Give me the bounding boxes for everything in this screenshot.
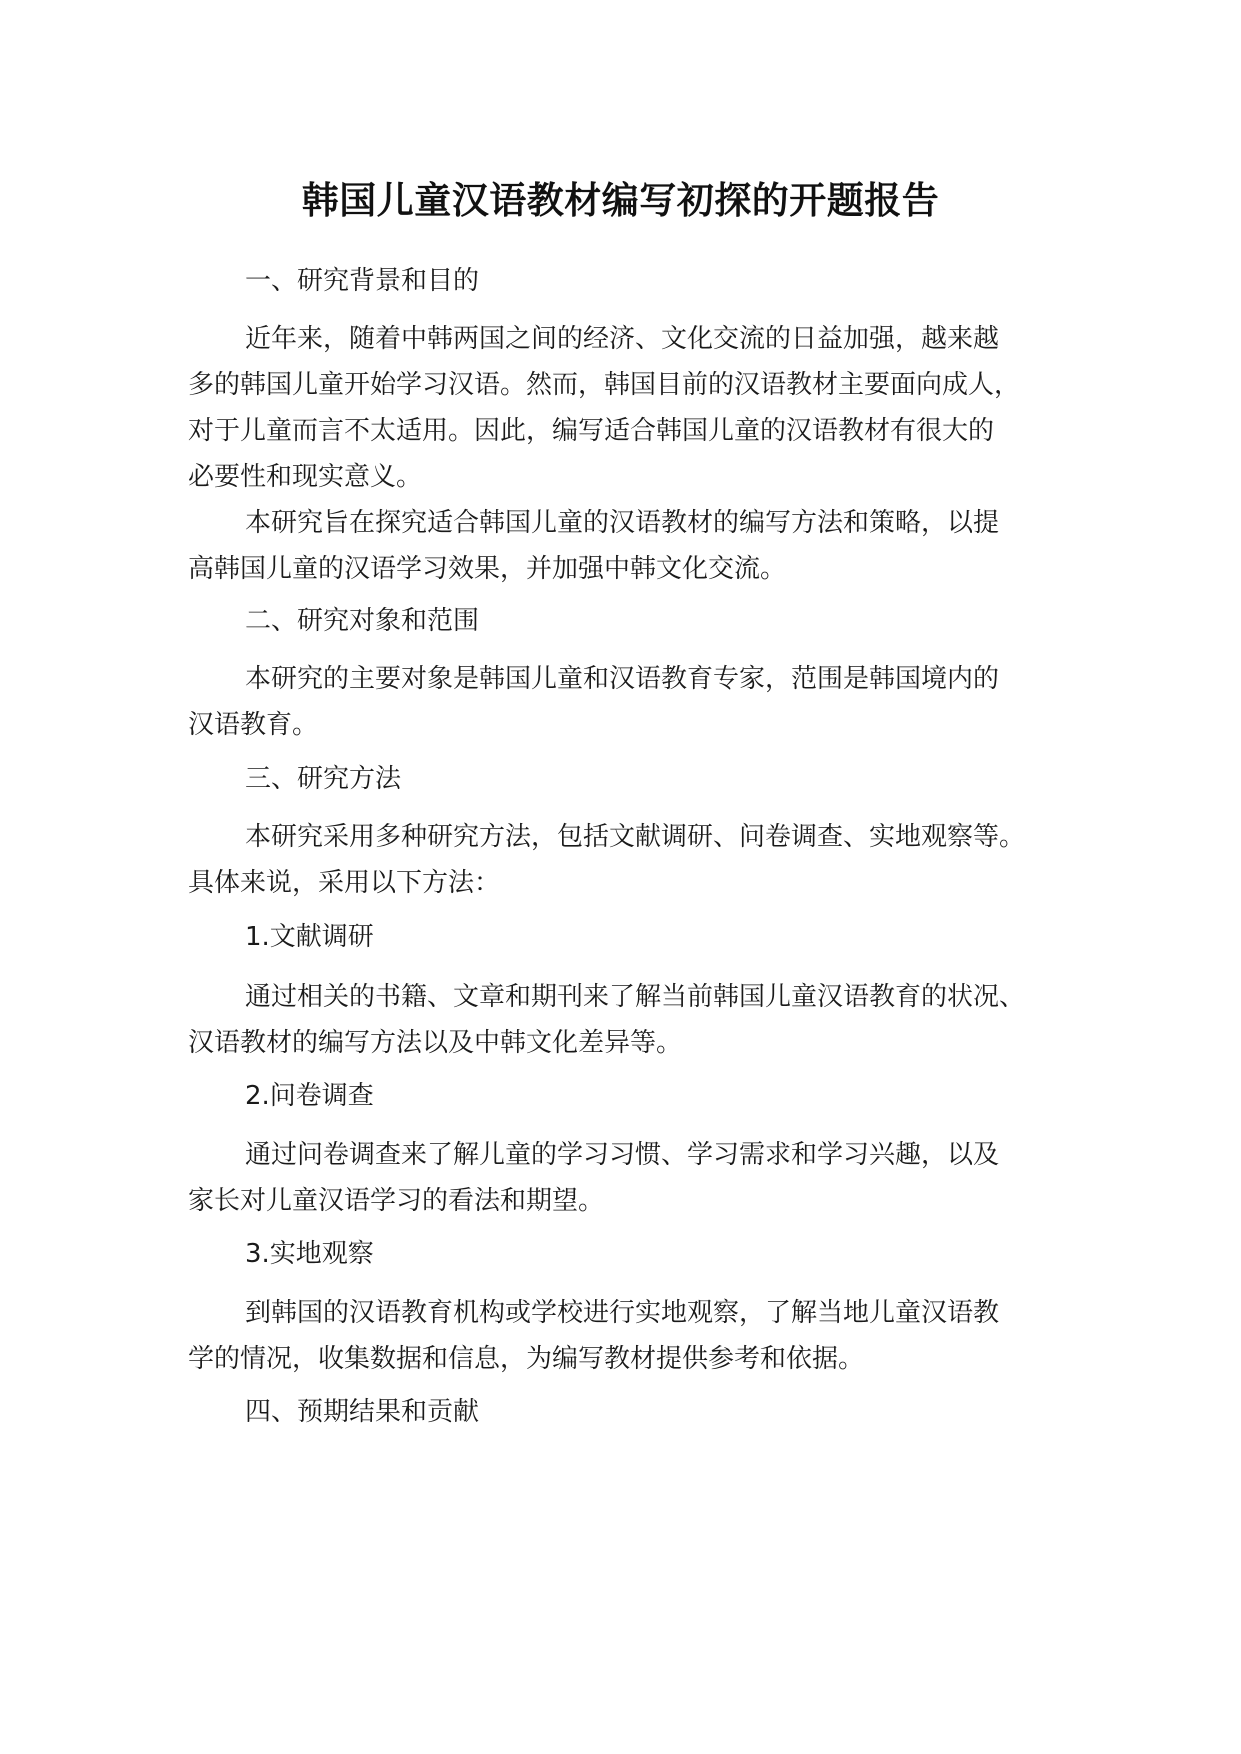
subheading-field-observation: 3.实地观察 [245,1239,374,1269]
paragraph-field-observation [188,1290,1068,1382]
paragraph-line: 汉语教育。 [188,710,319,740]
paragraph-background [188,316,1068,500]
paragraph-line: 多的韩国儿童开始学习汉语。然而，韩国目前的汉语教材主要面向成人， [188,370,1021,400]
paragraph-line: 本研究的主要对象是韩国儿童和汉语教育专家，范围是韩国境内的 [245,664,1000,694]
paragraph-line: 家长对儿童汉语学习的看法和期望。 [188,1186,605,1216]
paragraph-line: 具体来说，采用以下方法： [188,868,501,898]
paragraph-line: 对于儿童而言不太适用。因此，编写适合韩国儿童的汉语教材有很大的 [188,416,995,446]
paragraph-line: 到韩国的汉语教育机构或学校进行实地观察，了解当地儿童汉语教 [245,1298,1000,1328]
paragraph-questionnaire [188,1132,1068,1224]
section-heading-scope: 二、研究对象和范围 [245,606,480,636]
paragraph-line: 通过问卷调查来了解儿童的学习习惯、学习需求和学习兴趣，以及 [245,1140,1000,1170]
paragraph-methods [188,814,1068,906]
section-heading-expected-results: 四、预期结果和贡献 [245,1397,480,1427]
paragraph-line: 通过相关的书籍、文章和期刊来了解当前韩国儿童汉语教育的状况、 [245,982,1026,1012]
paragraph-line: 高韩国儿童的汉语学习效果，并加强中韩文化交流。 [188,554,787,584]
document-title: 韩国儿童汉语教材编写初探的开题报告 [301,179,940,222]
paragraph-line: 本研究旨在探究适合韩国儿童的汉语教材的编写方法和策略，以提 [245,508,1000,538]
section-heading-background: 一、研究背景和目的 [245,266,480,296]
paragraph-line: 近年来，随着中韩两国之间的经济、文化交流的日益加强，越来越 [245,324,1000,354]
paragraph-purpose [188,500,1068,592]
section-heading-methods: 三、研究方法 [245,764,402,794]
paragraph-scope [188,656,1068,748]
paragraph-literature-review [188,974,1068,1066]
paragraph-line: 本研究采用多种研究方法，包括文献调研、问卷调查、实地观察等。 [245,822,1026,852]
subheading-literature-review: 1.文献调研 [245,922,374,952]
paragraph-line: 学的情况，收集数据和信息，为编写教材提供参考和依据。 [188,1344,865,1374]
subheading-questionnaire: 2.问卷调查 [245,1081,374,1111]
paragraph-line: 汉语教材的编写方法以及中韩文化差异等。 [188,1028,683,1058]
paragraph-line: 必要性和现实意义。 [188,462,423,492]
